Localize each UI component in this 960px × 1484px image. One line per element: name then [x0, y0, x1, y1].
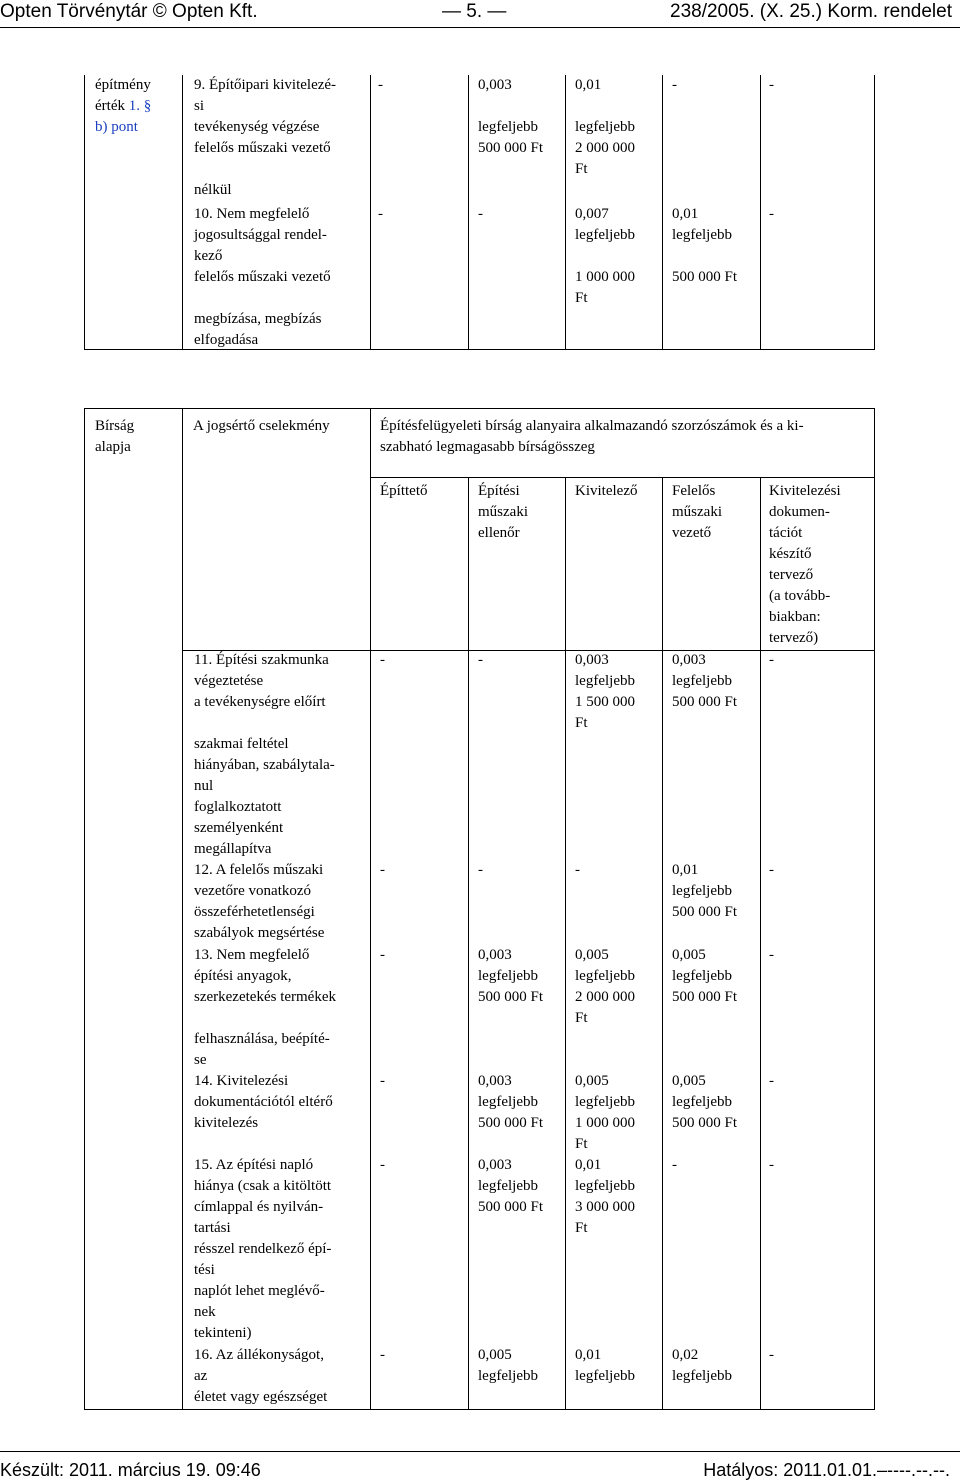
- table2-subject-header: vezető: [672, 525, 712, 541]
- table2-subject-header: tervező: [769, 567, 814, 583]
- table1-value: 0,01: [672, 206, 699, 222]
- table2-value: 0,003: [478, 947, 512, 963]
- table1-value: Ft: [575, 161, 588, 177]
- table2-offense-text: tekinteni): [194, 1325, 252, 1341]
- table2-value: legfeljebb: [478, 1178, 538, 1194]
- table2-value: 0,01: [575, 1347, 602, 1363]
- table2-value: 0,005: [575, 947, 609, 963]
- table2-offense-text: életet vagy egészséget: [194, 1389, 328, 1405]
- table2-value: legfeljebb: [672, 883, 732, 899]
- table2-offense-text: vezetőre vonatkozó: [194, 883, 312, 899]
- table2-value: -: [769, 947, 774, 963]
- table2-value: 1 500 000: [575, 694, 635, 710]
- table2-value: -: [769, 1157, 774, 1173]
- table2-offense-text: se: [194, 1052, 207, 1068]
- table1-value: -: [378, 77, 383, 93]
- table1-value: 1 000 000: [575, 269, 635, 285]
- table2-offense-text: nek: [194, 1304, 216, 1320]
- table2-offense-text: szabályok megsértése: [194, 925, 325, 941]
- table2-top-border: [84, 408, 875, 409]
- table2-value: Ft: [575, 1220, 588, 1236]
- table1-value: 500 000 Ft: [478, 140, 544, 156]
- table1-value: legfeljebb: [575, 119, 635, 135]
- table2-value: 500 000 Ft: [672, 694, 738, 710]
- table1-value: legfeljebb: [672, 227, 732, 243]
- section-reference-link[interactable]: 1. §: [128, 98, 152, 114]
- table2-value: legfeljebb: [672, 1094, 732, 1110]
- header-regulation: 238/2005. (X. 25.) Korm. rendelet: [670, 1, 952, 22]
- page-header: [0, 0, 960, 26]
- table1-right-border: [874, 75, 875, 349]
- table2-value: legfeljebb: [575, 1368, 635, 1384]
- table2-value: Ft: [575, 715, 588, 731]
- table1-offense-text: jogosultsággal rendel-: [194, 227, 327, 243]
- table2-offense-text: címlappal és nyilván-: [194, 1199, 324, 1215]
- table2-value: -: [769, 1073, 774, 1089]
- table2-bottom-border: [84, 1409, 875, 1410]
- table2-subject-header: Kivitelező: [575, 483, 638, 499]
- table2-offense-text: kivitelezés: [194, 1115, 259, 1131]
- table2-value: legfeljebb: [672, 1368, 732, 1384]
- table1-column-rule: [565, 75, 566, 349]
- table1-column-rule: [468, 75, 469, 349]
- table2-offense-text: felhasználása, beépíté-: [194, 1031, 330, 1047]
- table1-value: 0,01: [575, 77, 602, 93]
- table2-offense-text: építési anyagok,: [194, 968, 292, 984]
- table2-offense-header: A jogsértő cselekmény: [193, 418, 330, 434]
- table2-value: -: [380, 1073, 385, 1089]
- table1-value: legfeljebb: [478, 119, 538, 135]
- table2-value: legfeljebb: [672, 968, 732, 984]
- table2-value: legfeljebb: [575, 1178, 635, 1194]
- table2-value: 0,003: [575, 652, 609, 668]
- table2-group-header: szabható legmagasabb bírságösszeg: [380, 439, 595, 455]
- table2-value: 0,005: [478, 1347, 512, 1363]
- table2-column-rule: [662, 477, 663, 1409]
- table1-value: 2 000 000: [575, 140, 635, 156]
- table2-header-rule: [370, 477, 875, 478]
- header-rule: [0, 27, 960, 28]
- table2-subject-header: műszaki: [672, 504, 722, 520]
- table2-value: -: [380, 947, 385, 963]
- table2-column-rule: [565, 477, 566, 1409]
- table2-offense-text: 12. A felelős műszaki: [194, 862, 324, 878]
- table2-basis-header: alapja: [95, 439, 131, 455]
- table2-subject-header: készítő: [769, 546, 812, 562]
- table2-subject-header: Felelős: [672, 483, 716, 499]
- table1-column-rule: [182, 75, 183, 349]
- table2-value: 1 000 000: [575, 1115, 635, 1131]
- table2-value: legfeljebb: [478, 1094, 538, 1110]
- table2-subject-header: tervező): [769, 630, 819, 646]
- table2-value: 0,01: [575, 1157, 602, 1173]
- table1-basis-label: b) pont: [95, 119, 138, 135]
- table1-value: 0,007: [575, 206, 609, 222]
- table2-value: 500 000 Ft: [672, 989, 738, 1005]
- table1-basis-label: érték 1. §: [95, 98, 152, 114]
- table2-value: 500 000 Ft: [478, 1115, 544, 1131]
- table2-value: 0,005: [672, 947, 706, 963]
- table2-value: Ft: [575, 1010, 588, 1026]
- table2-group-header: Építésfelügyeleti bírság alanyaira alkalmazandó szorzószámok és a ki-: [380, 418, 804, 434]
- footer-effective: Hatályos: 2011.01.01.–----.--.--.: [703, 1460, 950, 1480]
- table2-value: -: [380, 1347, 385, 1363]
- table2-value: legfeljebb: [478, 968, 538, 984]
- table2-offense-text: személyenként: [194, 820, 284, 836]
- table1-offense-text: felelős műszaki vezető: [194, 269, 331, 285]
- table2-offense-text: naplót lehet meglévő-: [194, 1283, 325, 1299]
- table2-value: legfeljebb: [672, 673, 732, 689]
- table2-subject-header: Kivitelezési: [769, 483, 841, 499]
- table2-value: 0,003: [672, 652, 706, 668]
- table1-column-rule: [662, 75, 663, 349]
- table2-subject-header: (a tovább-: [769, 588, 831, 604]
- table2-value: legfeljebb: [575, 673, 635, 689]
- table1-value: -: [769, 206, 774, 222]
- table1-offense-text: tevékenység végzése: [194, 119, 320, 135]
- table2-value: 0,01: [672, 862, 699, 878]
- table1-offense-text: megbízása, megbízás: [194, 311, 322, 327]
- table2-offense-text: résszel rendelkező épí-: [194, 1241, 332, 1257]
- table2-value: legfeljebb: [575, 968, 635, 984]
- table2-offense-text: tartási: [194, 1220, 231, 1236]
- table1-offense-text: elfogadása: [194, 332, 259, 348]
- table2-offense-text: a tevékenységre előírt: [194, 694, 326, 710]
- table2-offense-text: hiánya (csak a kitöltött: [194, 1178, 332, 1194]
- table2-value: legfeljebb: [478, 1368, 538, 1384]
- table1-value: 0,003: [478, 77, 512, 93]
- table2-offense-text: összeférhetetlenségi: [194, 904, 315, 920]
- table1-column-rule: [760, 75, 761, 349]
- table2-offense-text: 13. Nem megfelelő: [194, 947, 310, 963]
- table2-subject-header: ellenőr: [478, 525, 520, 541]
- table1-value: 500 000 Ft: [672, 269, 738, 285]
- table2-subject-header: tációt: [769, 525, 803, 541]
- table2-value: -: [478, 862, 483, 878]
- table2-offense-text: az: [194, 1368, 208, 1384]
- table1-offense-text: nélkül: [194, 182, 232, 198]
- table2-value: -: [575, 862, 580, 878]
- table2-column-rule: [760, 477, 761, 1409]
- table1-offense-text: si: [194, 98, 205, 114]
- table2-subject-header: műszaki: [478, 504, 528, 520]
- table2-offense-text: hiányában, szabálytala-: [194, 757, 335, 773]
- table2-offense-text: nul: [194, 778, 214, 794]
- table2-value: -: [380, 652, 385, 668]
- table1-basis-label: építmény: [95, 77, 151, 93]
- table2-offense-text: 16. Az állékonyságot,: [194, 1347, 324, 1363]
- table2-value: legfeljebb: [575, 1094, 635, 1110]
- table2-column-rule: [468, 477, 469, 1409]
- table2-value: -: [478, 652, 483, 668]
- table2-value: 0,003: [478, 1157, 512, 1173]
- table1-left-border: [84, 75, 85, 349]
- table2-offense-text: tési: [194, 1262, 215, 1278]
- table1-value: legfeljebb: [575, 227, 635, 243]
- table1-offense-text: felelős műszaki vezető: [194, 140, 331, 156]
- footer-rule: [0, 1451, 960, 1452]
- header-source: Opten Törvénytár © Opten Kft.: [0, 1, 258, 22]
- table2-left-border: [84, 408, 85, 1409]
- table1-value: -: [769, 77, 774, 93]
- table2-value: 3 000 000: [575, 1199, 635, 1215]
- table2-column-rule: [370, 408, 371, 1409]
- table1-value: Ft: [575, 290, 588, 306]
- table2-value: -: [380, 1157, 385, 1173]
- table1-offense-text: 9. Építőipari kivitelezé-: [194, 77, 337, 93]
- table1-value: -: [672, 77, 677, 93]
- table2-subject-header: biakban:: [769, 609, 821, 625]
- table2-value: 2 000 000: [575, 989, 635, 1005]
- table2-subject-header: dokumen-: [769, 504, 830, 520]
- table2-offense-text: végeztetése: [194, 673, 264, 689]
- table2-value: 500 000 Ft: [478, 989, 544, 1005]
- table2-offense-text: 14. Kivitelezési: [194, 1073, 289, 1089]
- table2-value: 500 000 Ft: [672, 1115, 738, 1131]
- table1-column-rule: [370, 75, 371, 349]
- table2-offense-text: szakmai feltétel: [194, 736, 289, 752]
- header-page-number: — 5. —: [442, 1, 507, 22]
- table1-value: -: [478, 206, 483, 222]
- table2-offense-text: 11. Építési szakmunka: [194, 652, 329, 668]
- table2-value: -: [769, 1347, 774, 1363]
- table2-value: -: [672, 1157, 677, 1173]
- table2-offense-text: 15. Az építési napló: [194, 1157, 314, 1173]
- table2-offense-text: szerkezetekés termékek: [194, 989, 336, 1005]
- table2-offense-text: foglalkoztatott: [194, 799, 282, 815]
- table2-value: 0,005: [672, 1073, 706, 1089]
- page-footer: [0, 1458, 960, 1482]
- table2-offense-text: dokumentációtól eltérő: [194, 1094, 333, 1110]
- table2-value: 500 000 Ft: [672, 904, 738, 920]
- table2-subject-header: Építtető: [380, 483, 428, 499]
- table1-offense-text: kező: [194, 248, 223, 264]
- table2-value: 0,005: [575, 1073, 609, 1089]
- table2-offense-text: megállapítva: [194, 841, 272, 857]
- table2-value: -: [769, 652, 774, 668]
- table2-value: Ft: [575, 1136, 588, 1152]
- table2-right-border: [874, 408, 875, 1409]
- table2-value: 0,02: [672, 1347, 699, 1363]
- table2-subject-header: Építési: [478, 483, 520, 499]
- table1-value: -: [378, 206, 383, 222]
- table2-value: -: [380, 862, 385, 878]
- table2-value: 0,003: [478, 1073, 512, 1089]
- footer-created: Készült: 2011. március 19. 09:46: [0, 1460, 261, 1480]
- table1-offense-text: 10. Nem megfelelő: [194, 206, 310, 222]
- table2-value: -: [769, 862, 774, 878]
- table2-basis-header: Bírság: [95, 418, 135, 434]
- table2-column-rule: [182, 408, 183, 1409]
- table2-value: 500 000 Ft: [478, 1199, 544, 1215]
